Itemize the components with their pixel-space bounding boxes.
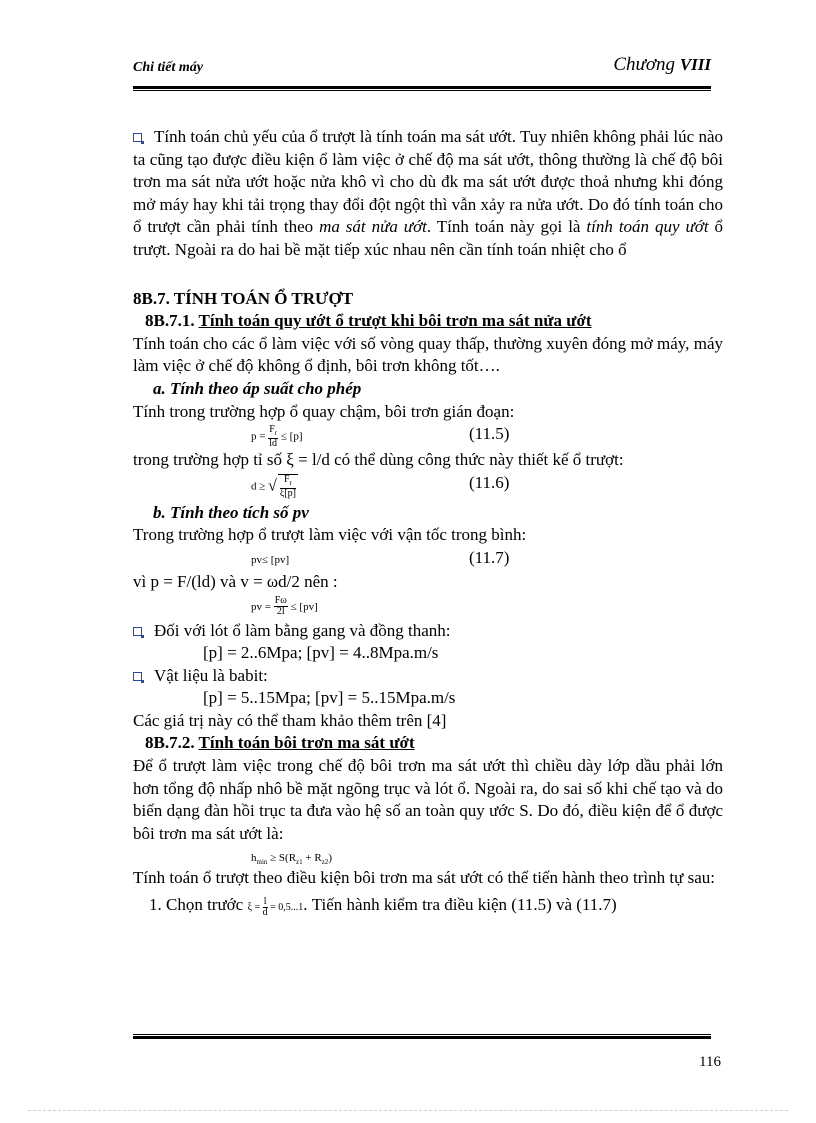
formula-11-6-lhs: d ≥ — [251, 480, 266, 493]
formula-hmin-plus: + R — [302, 852, 322, 865]
page-edge — [28, 1110, 788, 1111]
bullet-item-1-text: Đối với lót ổ làm bằng gang và đồng thanh: — [154, 620, 451, 640]
page-body — [133, 126, 723, 920]
step-1-num: l — [263, 896, 267, 908]
formula-hmin-sub: min — [256, 858, 268, 867]
formula-11-6-sub: r — [289, 478, 292, 487]
formula-hmin-z1: z1 — [296, 858, 303, 867]
formula-11-5 — [133, 423, 723, 449]
equation-number-11-6: (11.6) — [469, 472, 510, 492]
step-1-den: d — [262, 907, 268, 919]
part-a-text-2: trong trường hợp tỉ số ξ = l/d có thể dùng công thức này thiết kế ổ trượt: — [133, 450, 624, 470]
formula-pv-expr — [251, 596, 318, 619]
formula-hmin-rhs: ≥ S(R — [270, 852, 297, 865]
page-header — [133, 54, 711, 84]
step-1-prefix: 1. Chọn trước — [149, 895, 248, 915]
footer-rule — [133, 1034, 711, 1039]
subsection-1-intro: Tính toán cho các ổ làm việc với số vòng quay thấp, thường xuyên đóng mở máy, máy làm việc ở chế độ không ổ định, bôi trơn không tốt…. — [133, 333, 723, 376]
subsection-2-text: Để ổ trượt làm việc trong chế độ bôi trơn ma sát ướt thì chiều dày lớp dầu phải lớn hơn tổng độ nhấp nhô bề mặt ngõng trục và lót ổ. Ngoài ra, do sai số khi chế tạo và do biến dạng đàn hồi trục ta đưa vào hệ số an toàn quy ước S. Do đó, điều kiện để ổ được bôi trơn ma sát ướt là: — [133, 756, 723, 843]
subsection-1-heading: Tính toán quy ướt ổ trượt khi bôi trơn ma sát nửa ướt — [198, 311, 592, 331]
formula-11-6-den: ξ[p] — [279, 487, 296, 499]
bullet-item-1-value: [p] = 2..6Mpa; [pv] = 4..8Mpa.m/s — [203, 643, 439, 663]
formula-hmin-end: ) — [328, 852, 332, 865]
formula-11-5-sub: r — [274, 429, 278, 438]
formula-11-5-num: F — [269, 424, 275, 436]
section-title: 8B.7. TÍNH TOÁN Ổ TRƯỢT — [133, 288, 354, 308]
step-1 — [133, 894, 723, 920]
part-b-title: b. Tính theo tích số pv — [153, 502, 309, 522]
part-a-text: Tính trong trường hợp ổ quay chậm, bôi trơn gián đoạn: — [133, 401, 515, 421]
equation-number-11-5: (11.5) — [469, 424, 510, 444]
subsection-1-number: 8B.7.1. — [145, 311, 199, 331]
subsection-2-text-2: Tính toán ổ trượt theo điều kiện bôi trơn ma sát ướt có thể tiến hành theo trình tự sau: — [133, 868, 715, 888]
subsection-1-title — [133, 310, 723, 333]
formula-hmin-z2: z2 — [321, 858, 329, 867]
bullet-item-2-text: Vật liệu là babit: — [154, 665, 268, 685]
formula-11-7-expr: pv≤ [pv] — [251, 553, 290, 566]
intro-text-2: . Tính toán này gọi là — [426, 217, 587, 237]
equation-number-11-7: (11.7) — [469, 547, 510, 567]
header-chapter — [613, 54, 711, 76]
step-1-lhs: ξ = — [247, 902, 261, 914]
step-1-text: . Tiến hành kiểm tra điều kiện (11.5) và (11.7) — [303, 895, 617, 915]
formula-11-6 — [133, 472, 723, 502]
intro-emphasis-1: ma sát nửa ướt — [319, 217, 427, 237]
square-bullet-icon — [133, 672, 142, 681]
formula-pv-rhs: ≤ [pv] — [290, 600, 318, 613]
intro-paragraph — [133, 126, 723, 262]
formula-pv — [133, 594, 723, 620]
intro-text: Tính toán chủ yếu của ổ trượt là tính toán ma sát ướt. Tuy nhiên không phải lúc nào ta cũng tạo được điều kiện ổ làm việc ở chế độ ma sát ướt, thông thường là chế độ bôi trơn ma sát nửa ướt hoặc nửa khô vì cho dù đk ma sát ướt được thoả nhưng khi đóng mở máy hay khi tải trọng thay đổi đột ngột thì vẫn xảy ra nửa ướt. Do đó tính toán cho ổ trượt cần phải tính theo — [133, 127, 723, 237]
square-bullet-icon — [133, 133, 142, 142]
subsection-2-heading: Tính toán bôi trơn ma sát ướt — [198, 733, 415, 753]
formula-hmin-h: h — [251, 852, 257, 865]
bullet-item-1 — [133, 620, 723, 643]
subsection-2-title — [133, 732, 723, 755]
bullet-item-2-value: [p] = 5..15Mpa; [pv] = 5..15Mpa.m/s — [203, 688, 456, 708]
subsection-2-number: 8B.7.2. — [145, 733, 199, 753]
part-a-title: a. Tính theo áp suất cho phép — [153, 378, 362, 398]
formula-11-6-num: F — [283, 473, 290, 485]
intro-text-3: ổ trượt. Ngoài ra do hai bề mặt tiếp xúc nhau nên cần tính toán nhiệt cho ổ — [133, 217, 723, 259]
formula-pv-den: 2l — [276, 606, 285, 618]
header-book-title: Chi tiết máy — [133, 60, 203, 75]
bullet-item-2 — [133, 665, 723, 688]
formula-hmin — [133, 845, 723, 867]
formula-hmin-expr — [251, 847, 332, 874]
formula-11-7 — [133, 547, 723, 571]
step-1-formula — [247, 896, 304, 919]
header-rule — [133, 86, 711, 91]
step-1-rhs: = 0,5...1 — [270, 902, 304, 914]
square-bullet-icon — [133, 627, 142, 636]
intro-emphasis-2: tính toán quy ướt — [586, 217, 709, 237]
header-chapter-prefix: Chương — [613, 54, 676, 75]
formula-pv-num: Fω — [274, 595, 287, 607]
reference-note: Các giá trị này có thể tham khảo thêm trên [4] — [133, 710, 447, 730]
part-b-text-2: vì p = F/(ld) và v = ωd/2 nên : — [133, 571, 338, 591]
header-chapter-number: VIII — [679, 55, 711, 74]
formula-pv-lhs: pv = — [251, 600, 271, 613]
part-b-text: Trong trường hợp ổ trượt làm việc với vận tốc trong bình: — [133, 525, 527, 545]
formula-11-5-lhs: p = — [251, 430, 266, 443]
formula-11-6-expr: d ≥ √ $\frac{F_r}{\xi[p]}$ — [251, 473, 296, 499]
page-number: 116 — [699, 1054, 721, 1070]
formula-11-5-den: ld — [269, 438, 278, 450]
formula-11-5-rhs: ≤ [p] — [280, 430, 303, 443]
formula-11-5-expr — [251, 425, 303, 449]
